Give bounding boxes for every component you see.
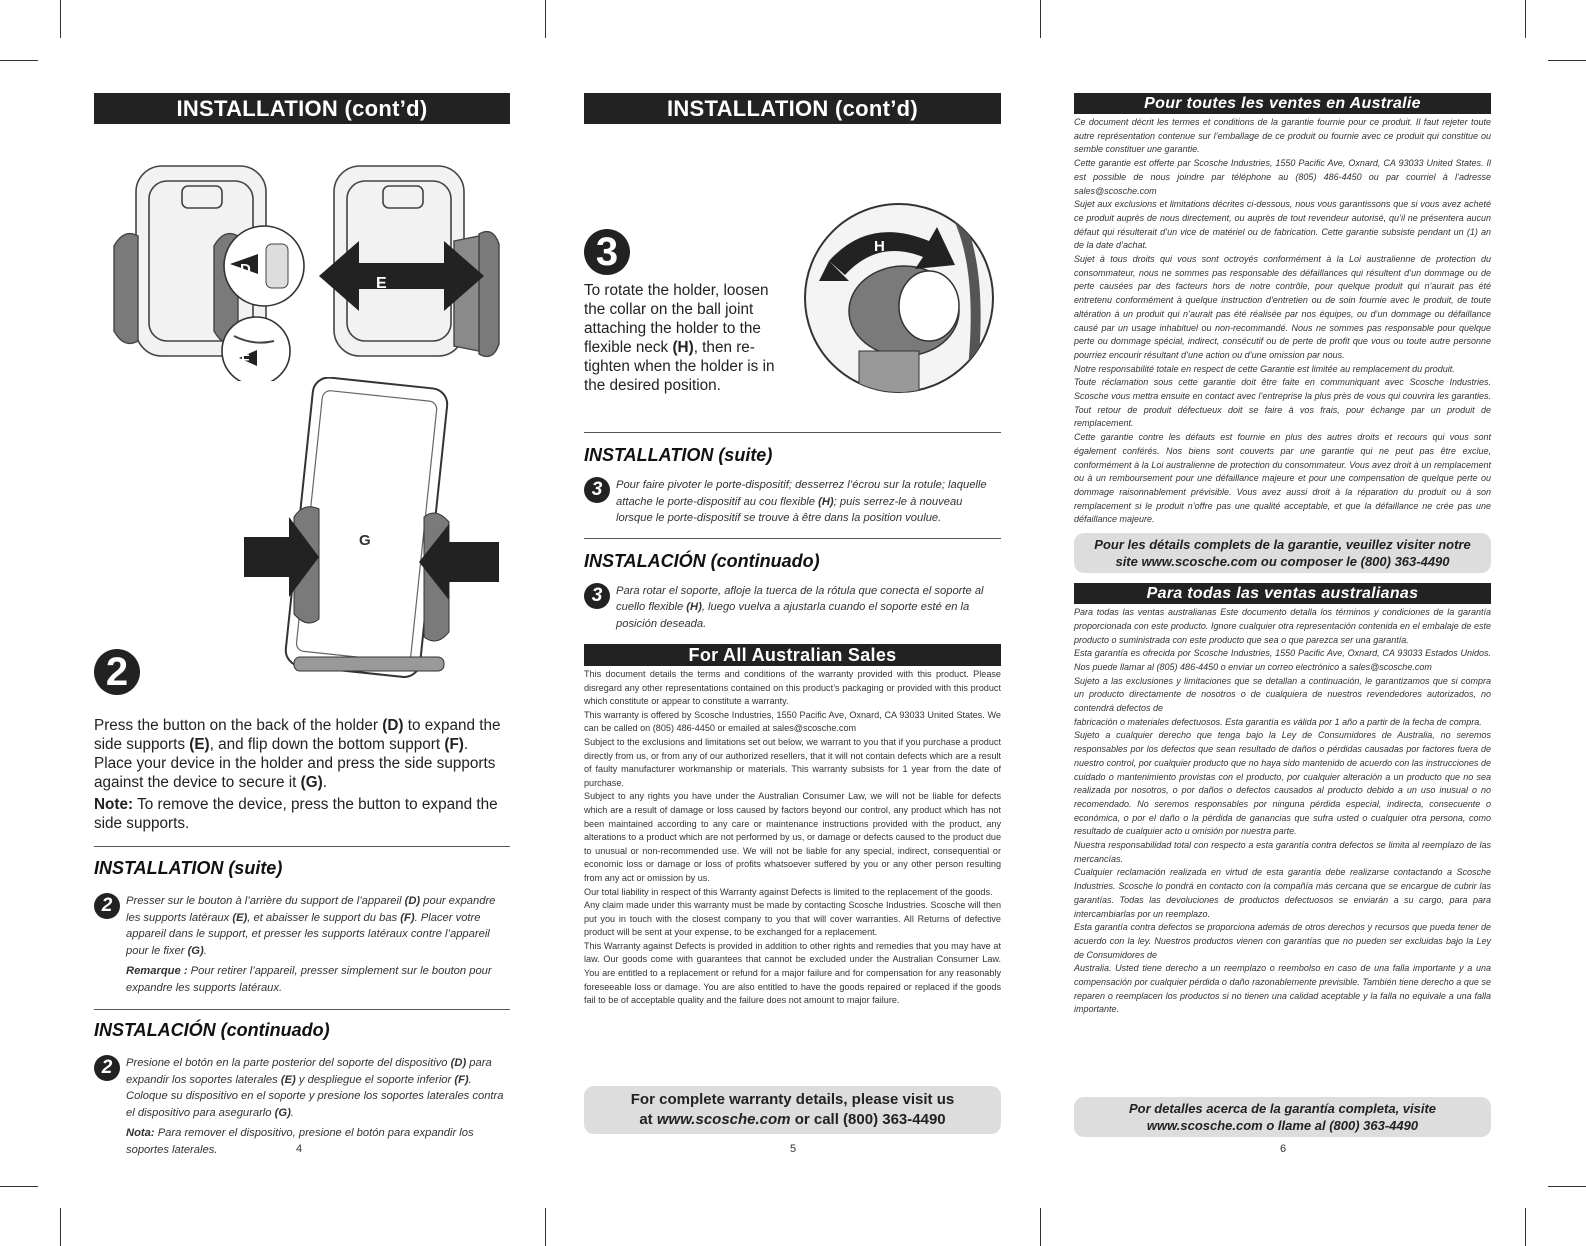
page-5	[584, 93, 1001, 1128]
page-number: 6	[1280, 1143, 1287, 1155]
french-warranty-text: Ce document décrit les termes et conditions de la garantie fournie pour ce produit. Il faut rejeter toute autre représentation contenue sur l’emballage de ce produit ou fournie avec ce produit qui constitue ou semble constituer une garantie. Cette garantie est offerte par Scosche Industries, 1550 Pacific Ave, Oxnard, CA 93033 United States. Il est possible de nous joindre par téléphone au (805) 486-4450 ou par courriel à l’adresse sales@scosche.com Sujet aux exclusions et limitations décrites ci-dessous, nous vous garantissons que si vous avez acheté ce produit auprès de nous directement, ou auprès de tout revendeur autorisé, qu’il ne présentera aucun défaut qui résulterait d’un vice de matériel ou de fabrication. Cette garantie subsiste pendant un (1) an de la date d’achat. Sujet à tous droits qui vous sont octroyés conformément à la Loi australienne de protection du consommateur, nous ne sommes pas responsable des défaillances qui résultent d’un dommage ou de perte causées par des facteurs hors de notre contrôle, pour quelque produit qui n’aurait pas été entretenu conformément à quelque instruction d’entretien ou de soin fournie avec le produit, de toute altération à un produit qui n’aurait pas été réalisée par nos équipes, ou d’un dommage ou défaillance causé par un usage inhabituel ou non-recommandé. Nous ne sommes pas responsable pour quelque perte ou dommage spécial, indirect, consécutif ou de perte de profit que vous ou toute autre personne pourriez encourir résultant d’une action ou d’une omission par nous. Notre responsabilité totale en respect de cette Garantie est limitée au remplacement du produit. Toute réclamation sous cette garantie doit être faite en communiquant avec Scosche Industries. Scosche vous mettra ensuite en contact avec l’entreprise la plus près de vous qui couvrira les garanties. Tout retour de produit défectueux doit se faire à vos frais, pour échange par un produit de remplacement. Cette garantie contre les défauts est fournie en plus des autres droits et recours qui vous sont également conférés. Nos biens sont couverts par une garantie qui ne peut pas être exclue, conformément à la Loi australienne de protection du consommateur. Vous avez droit à un remplacement ou à un remboursement pour une défaillance majeure et pour une compensation de quelque perte ou dommage raisonnablement prévisible. Vous avez aussi droit à la réparation du produit ou à son remplacement si le produit n’offre pas une qualité acceptable, et que la défaillance ne crée pas une défaillance majeure.	[1074, 117, 1491, 525]
crop-mark	[60, 0, 61, 38]
divider	[584, 432, 1001, 433]
page-title: INSTALLATION (cont’d)	[584, 93, 1001, 124]
french-heading: INSTALLATION (suite)	[94, 858, 283, 878]
label-h: H	[874, 238, 885, 255]
step-3-spanish: 3 Para rotar el soporte, afloje la tuerca de la rótula que conecta el soporte al cuello flexible (H), luego vuelva a ajustarla cuando el soporte esté en la posición deseada.	[584, 583, 1001, 633]
holder-expand-illustration	[94, 146, 510, 381]
collar-rotation-illustration	[799, 201, 999, 396]
spanish-warranty-title: Para todas las ventas australianas	[1074, 583, 1491, 604]
page-number: 4	[296, 1143, 303, 1155]
phone-in-holder-illustration	[94, 377, 510, 687]
page-6	[1074, 93, 1491, 1133]
divider	[584, 538, 1001, 539]
spanish-heading: INSTALACIÓN (continuado)	[94, 1020, 330, 1040]
spanish-heading: INSTALACIÓN (continuado)	[584, 550, 820, 571]
crop-mark	[0, 60, 38, 61]
step-3-icon: 3	[584, 477, 610, 503]
step-3-block	[584, 201, 1001, 416]
label-f: F	[241, 351, 250, 367]
page-4	[94, 93, 510, 1158]
french-warranty-pill: Pour les détails complets de la garantie, veuillez visiter notre site www.scosche.com ou composer le (800) 363-4490	[1074, 533, 1491, 573]
french-heading: INSTALLATION (suite)	[584, 445, 773, 465]
step-2-badge: 2	[94, 649, 140, 695]
step-2-french: 2 Presser sur le bouton à l’arrière du support de l’appareil (D) pour expandre les supports latéraux (E), et abaisser le support du bas (F). Placer votre appareil dans le support, et presser les supports latéraux contre l’appareil pour le fixer (G). Remarque : Pour retirer l’appareil, presser simplement sur le bouton pour expandre les supports latéraux.	[94, 893, 510, 996]
divider	[94, 1009, 510, 1010]
spanish-warranty-text: Para todas las ventas australianas Este documento detalla los términos y condiciones de la garantía proporcionada con este producto. Ignore cualquier otra representación contenida en el embalaje de este producto o suministrada con este producto que sea o que parezca ser una garantía. Esta garantía es ofrecida por Scosche Industries, 1550 Pacific Ave, Oxnard, CA 93033 Estados Unidos. Nos puede llamar al (805) 486-4450 o enviar un correo electrónico a sales@scosche.com Sujeto a las exclusiones y limitaciones que se detallan a continuación, le garantizamos que si compra un producto directamente de nosotros o de cualquiera de nuestros revendedores autorizados, no contendrá defectos de fabricación o materiales defectuosos. Esta garantía es válida por 1 año a partir de la fecha de compra. Sujeto a cualquier derecho que tenga bajo la Ley de Consumidores de Australia, no seremos responsables por los defectos que sean resultado de daños o pérdidas causadas por factores fuera de nuestro control, por cualquier producto que no haya sido mantenido de acuerdo con las instrucciones de cuidado o mantenimiento provistas con el producto, por cualquier alteración a un producto que no sea realizada por nosotros, o por daños o defectos causados al producto debido a un uso inusual o no recomendado. No seremos responsables por ninguna pérdida especial, indirecta, consecuente o económica, o por el daño o la pérdida de ganancias que sufra usted o cualquier otra persona, como resultado de cualquier acto u omisión por nuestra parte. Nuestra responsabilidad total con respecto a esta garantía contra defectos se limita al reemplazo de las mercancías. Cualquier reclamación realizada en virtud de esta garantía debe realizarse contactando a Scosche Industries. Scosche lo pondrá en contacto con la compañía más cercana que se encargue de cubrir las garantías. Todas las devoluciones de productos defectuosos se enviarán a su cargo, para para intercambiarlas por un reemplazo. Esta garantía contra defectos se proporciona además de otros derechos y recursos que pueda tener de acuerdo con la ley. Nuestros productos vienen con garantías que no pueden ser excluidas bajo la Ley de Consumidores de Australia. Usted tiene derecho a un reemplazo o reembolso en caso de una falla importante y a una compensación por cualquier pérdida o daño razonablemente previsible. También tiene derecho a que se reparen o reemplacen los productos si no tienen una calidad aceptable y la falla no equivale a una falla importante.	[1074, 607, 1491, 1015]
warranty-info-pill: For complete warranty details, please visit us at www.scosche.com or call (800) 363-4490	[584, 1086, 1001, 1134]
australian-sales-title: For All Australian Sales	[584, 644, 1001, 666]
fold-mark	[545, 0, 546, 38]
crop-mark	[0, 1186, 38, 1187]
step-2-english: Press the button on the back of the holder (D) to expand the side supports (E), and flip down the bottom support (F). Place your device in the holder and press the side supports against the device to secure it (G).	[94, 717, 501, 791]
crop-mark	[1525, 1208, 1526, 1246]
step-2-icon: 2	[94, 893, 120, 919]
page-title: INSTALLATION (cont’d)	[94, 93, 510, 124]
fold-mark	[1040, 1208, 1041, 1246]
crop-mark	[60, 1208, 61, 1246]
crop-mark	[1548, 1186, 1586, 1187]
fold-mark	[1040, 0, 1041, 38]
step-3-badge: 3	[584, 229, 630, 275]
step-3-english: To rotate the holder, loosen the collar on the ball joint attaching the holder to the flexible neck (H), then re-tighten when the holder is in the desired position.	[584, 282, 775, 394]
crop-mark	[1548, 60, 1586, 61]
fold-mark	[545, 1208, 546, 1246]
website-link[interactable]: www.scosche.com	[656, 1111, 791, 1128]
step-2-note: Note: To remove the device, press the button to expand the side supports.	[94, 796, 498, 832]
french-warranty-title: Pour toutes les ventes en Australie	[1074, 93, 1491, 114]
step-2-spanish: 2 Presione el botón en la parte posterior del soporte del dispositivo (D) para expandir los soportes laterales (E) y despliegue el soporte inferior (F). Coloque su dispositivo en el soporte y presione los soportes laterales contra el dispositivo para asegurarlo (G). Nota: Para remover el dispositivo, presione el botón para expandir los soportes laterales.	[94, 1055, 510, 1158]
page-number: 5	[790, 1143, 797, 1155]
step-3-icon: 3	[584, 583, 610, 609]
label-e: E	[376, 275, 387, 292]
label-g: G	[359, 532, 371, 549]
step-3-french: 3 Pour faire pivoter le porte-dispositif; desserrez l’écrou sur la rotule; laquelle attache le porte-dispositif au cou flexible (H); puis serrez-le à nouveau lorsque le porte-dispositif se trouve à être dans la position voulue.	[584, 477, 1001, 527]
step-2-icon: 2	[94, 1055, 120, 1081]
divider	[94, 846, 510, 847]
spanish-warranty-pill: Por detalles acerca de la garantía completa, visite www.scosche.com o llame al (800) 363-4490	[1074, 1097, 1491, 1137]
label-d: D	[240, 261, 251, 278]
crop-mark	[1525, 0, 1526, 38]
australian-warranty-text: This document details the terms and conditions of the warranty provided with this product. Please disregard any other representations contained on this product’s packaging or provided with this product which constitute or appear to constitute a warranty. This warranty is offered by Scosche Industries, 1550 Pacific Ave, Oxnard, CA 93033 United States. We can be called on (805) 486-4450 or emailed at sales@scosche.com Subject to the exclusions and limitations set out below, we warrant to you that if you purchase a product directly from us, or from any of our authorized resellers, that it will not contain defects which are a result of faulty manufacturer workmanship or materials. This warranty subsists for 1 year from the date of purchase. Subject to any rights you have under the Australian Consumer Law, we will not be liable for defects which are a result of damage or loss caused by factors beyond our control, any product which has not been maintained according to any care or maintenance instructions provided with the product, any alterations to a product which are not performed by us, or damage or defects caused to the product due to unusual or non-recommended use. We will not be liable for any special, indirect, consequential or economic loss or damage or loss of profits whatsoever suffered by you or any other person resulting from any act or omission by us. Our total liability in respect of this Warranty against Defects is limited to the replacement of the goods. Any claim made under this warranty must be made by contacting Scosche Industries. Scosche will then put you in touch with the closest company to you that will cover warranties. All Returns of defective product will be sent at your expense, to be exchanged for a replacement. This Warranty against Defects is provided in addition to other rights and remedies that you may have at law. Our goods come with guarantees that cannot be excluded under the Australian Consumer Law. You are entitled to a replacement or refund for a major failure and for compensation for any reasonably foreseeable loss or damage. You are also entitled to have the goods repaired or replaced if the goods fail to be of acceptable quality and the failure does not amount to major failure.	[584, 669, 1001, 1006]
